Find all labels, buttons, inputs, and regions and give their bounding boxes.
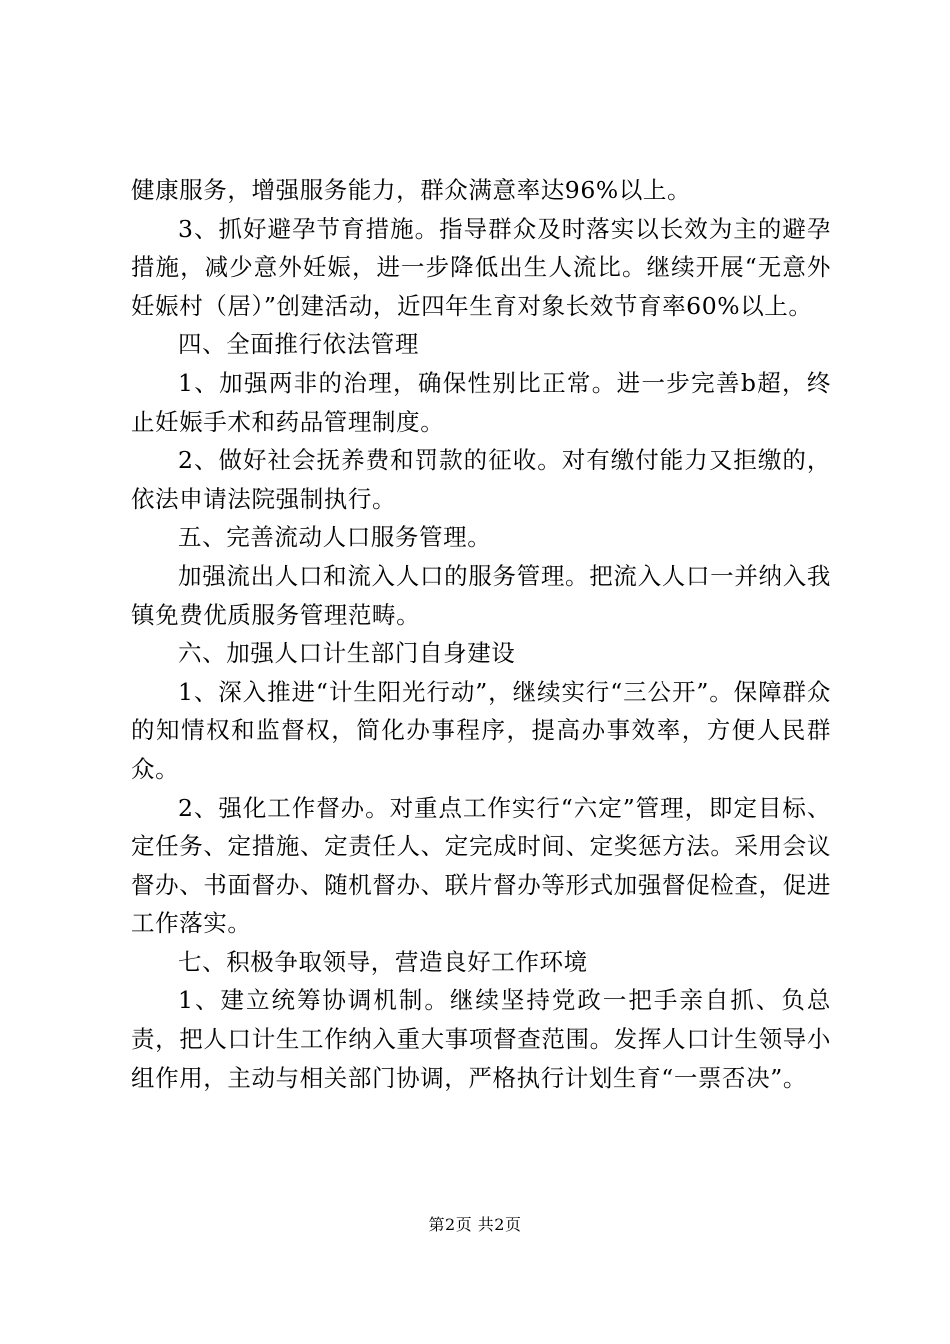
- page-number-footer: 第2页 共2页: [428, 1215, 522, 1234]
- paragraph-coordination-mechanism: 1、建立统筹协调机制。继续坚持党政一把手亲自抓、负总责，把人口计生工作纳入重大事项督查范围。发挥人口计生领导小组作用，主动与相关部门协调，严格执行计划生育“一票否决”。: [131, 986, 831, 1092]
- section-heading-self-construction: 六、加强人口计生部门自身建设: [178, 639, 516, 668]
- section-heading-floating-population: 五、完善流动人口服务管理。: [178, 523, 492, 552]
- paragraph-fee-collection: 2、做好社会抚养费和罚款的征收。对有缴付能力又拒缴的，依法申请法院强制执行。: [131, 446, 831, 513]
- section-heading-law-management: 四、全面推行依法管理: [178, 330, 419, 359]
- paragraph-work-supervision: 2、强化工作督办。对重点工作实行“六定”管理，即定目标、定任务、定措施、定责任人、定完成时间、定奖惩方法。采用会议督办、书面督办、随机督办、联片督办等形式加强督促检查，促进工作落实。: [131, 793, 831, 938]
- document-body: [131, 171, 831, 1097]
- section-heading-leadership: 七、积极争取领导，营造良好工作环境: [178, 947, 588, 976]
- paragraph-floating-population-service: 加强流出人口和流入人口的服务管理。把流入人口一并纳入我镇免费优质服务管理范畴。: [131, 561, 831, 629]
- paragraph-two-illegal-governance: 1、加强两非的治理，确保性别比正常。进一步完善b超，终止妊娠手术和药品管理制度。: [131, 368, 831, 436]
- paragraph-continuation: 健康服务，增强服务能力，群众满意率达96%以上。: [131, 176, 692, 204]
- paragraph-contraception-measures: 3、抓好避孕节育措施。指导群众及时落实以长效为主的避孕措施，减少意外妊娠，进一步降低出生人流比。继续开展“无意外妊娠村（居）”创建活动，近四年生育对象长效节育率60%以上。: [131, 214, 831, 320]
- paragraph-sunshine-action: 1、深入推进“计生阳光行动”，继续实行“三公开”。保障群众的知情权和监督权，简化办事程序，提高办事效率，方便人民群众。: [131, 677, 831, 783]
